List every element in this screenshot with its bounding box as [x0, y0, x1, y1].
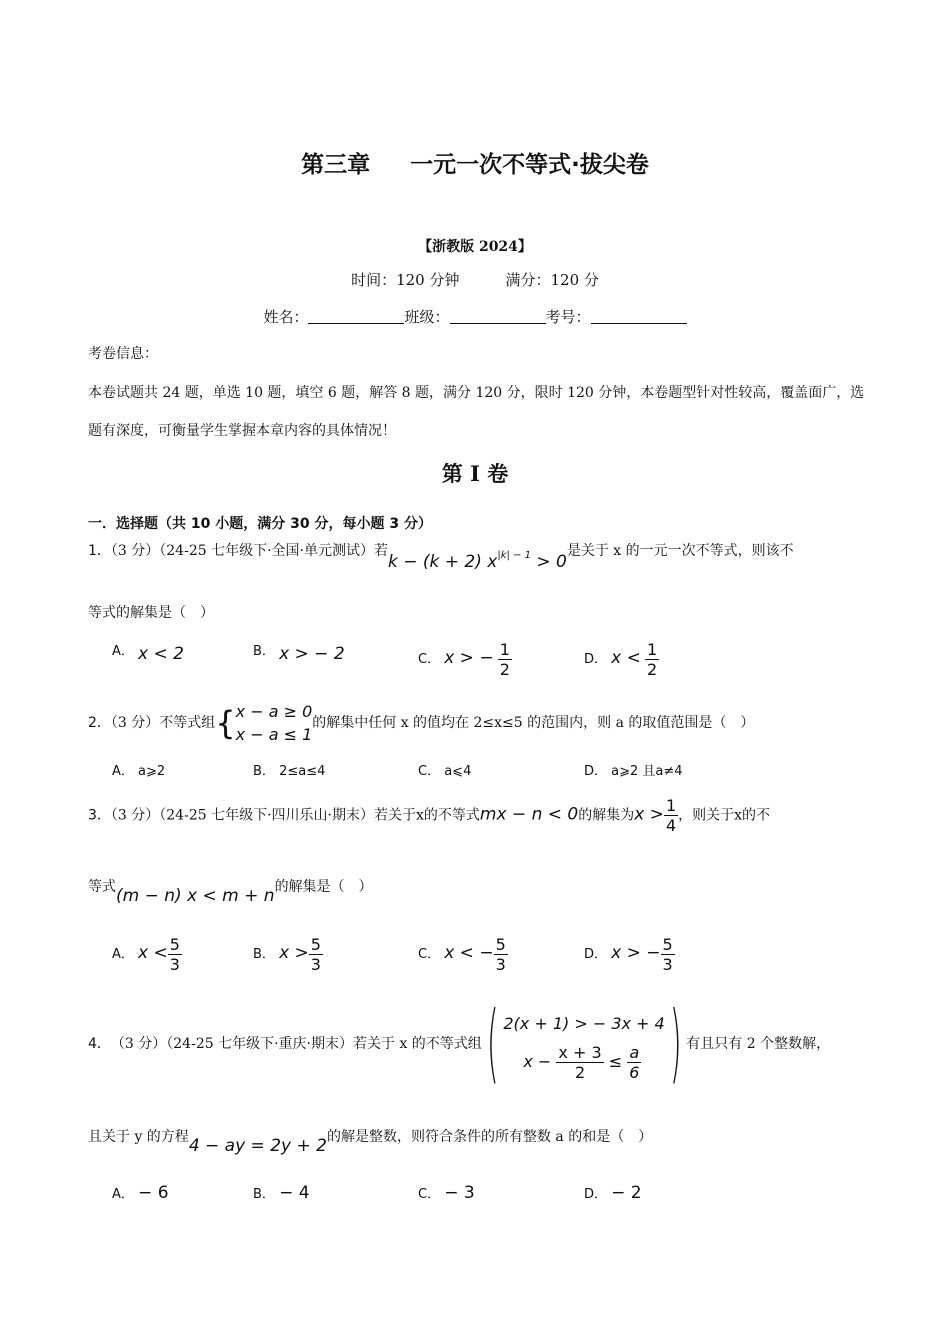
option-a[interactable]: A． − 6	[112, 1183, 169, 1203]
option-b[interactable]: B． x > − 2	[253, 644, 345, 664]
option-b[interactable]: B． x > $\frac{5}{3}$	[253, 935, 321, 974]
option-c[interactable]: C． − 3	[418, 1183, 475, 1203]
option-d[interactable]: D． − 2	[584, 1183, 642, 1203]
student-info-line	[0, 306, 950, 327]
inequality-system: 2(x + 1) > − 3x + 4 x − $\frac{x + 3}{2}$ ≤ $\frac{a}{6}$	[503, 1013, 665, 1082]
question-number: 1．	[88, 543, 111, 559]
time-label: 时间：120 分钟	[351, 271, 460, 289]
exam-no-blank[interactable]	[591, 309, 687, 324]
chapter-label: 第三章	[301, 152, 371, 178]
info-text: 本卷试题共 24 题，单选 10 题，填空 6 题，解答 8 题，满分 120 分，限时 120 分钟，本卷题型针对性较高，覆盖面广，选题有深度，可衡量学生掌握本章内容的具体情况！	[88, 385, 865, 439]
edition-label: 【浙教版 2024】	[418, 239, 532, 255]
chapter-title: 一元一次不等式·拔尖卷	[410, 152, 649, 178]
section-heading: 一．选择题（共 10 小题，满分 30 分，每小题 3 分）	[88, 516, 432, 532]
volume-title: 第 I 卷	[441, 461, 509, 486]
question-text: 有且只有 2 个整数解，	[686, 1036, 831, 1052]
name-label: 姓名：	[263, 308, 309, 326]
option-b[interactable]: B． 2≤a≤4	[253, 764, 326, 779]
option-a[interactable]: A． x < $\frac{5}{3}$	[112, 935, 180, 974]
question-text: （3 分）不等式组	[110, 715, 216, 731]
question-text: 是关于 x 的一元一次不等式，则该不	[566, 543, 794, 559]
math-expression: (m − n) x < m + n	[116, 886, 275, 906]
fraction: $\frac{1}{4}$	[665, 796, 677, 835]
class-label: 班级：	[404, 308, 450, 326]
math-expression: mx − n < 0	[479, 804, 579, 825]
exam-no-label: 考号：	[545, 308, 591, 326]
inequality-system: x − a ≥ 0 x − a ≤ 1	[235, 702, 313, 744]
question-4: 4． （3 分）（24-25 七年级下·重庆·期末）若关于 x 的不等式组 ( 2(x + 1) > − 3x + 4 x − $\frac{x + 3}{2}$ ≤ $\frac{a}{6}$ ) 有且只有 2 个整数解，	[88, 993, 831, 1093]
question-text: 的解集中任何 x 的值均在 2≤x≤5 的范围内，则 a 的取值范围是（ ）	[312, 715, 755, 731]
exponent: |k| − 1	[497, 550, 531, 561]
option-d[interactable]: D． x > − $\frac{5}{3}$	[584, 935, 673, 974]
option-d[interactable]: D． a⩾2 且a≠4	[584, 764, 683, 779]
option-a[interactable]: A． x < 2	[112, 644, 184, 664]
question-4-line2: 且关于 y 的方程4 − ay = 2y + 2的解是整数，则符合条件的所有整数 a 的和是（ ）	[88, 1129, 653, 1156]
question-text: 的解集为	[578, 807, 635, 824]
option-b[interactable]: B． − 4	[253, 1183, 310, 1203]
question-number: 2．	[88, 715, 111, 731]
option-a[interactable]: A． a⩾2	[112, 764, 166, 779]
score-label: 满分：120 分	[505, 271, 599, 289]
option-c[interactable]: C． x < − $\frac{5}{3}$	[418, 935, 506, 974]
question-1	[88, 538, 794, 572]
time-score-line	[0, 269, 950, 290]
question-text: （3 分）（24-25 七年级下·四川乐山·期末）若关于x的不等式	[110, 807, 480, 824]
question-number: 3．	[88, 807, 111, 824]
question-text: （3 分）（24-25 七年级下·全国·单元测试）若	[110, 543, 388, 559]
class-blank[interactable]	[450, 309, 546, 324]
info-heading: 考卷信息：	[88, 346, 158, 362]
question-2: 2．（3 分）不等式组{ x − a ≥ 0 x − a ≤ 1 的解集中任何 x 的值均在 2≤x≤5 的范围内，则 a 的取值范围是（ ）	[88, 702, 755, 744]
question-text: （3 分）（24-25 七年级下·重庆·期末）若关于 x 的不等式组	[110, 1036, 482, 1052]
question-text: ，则关于x的不	[678, 807, 771, 824]
name-blank[interactable]	[308, 309, 404, 324]
option-c[interactable]: C． x > − $\frac{1}{2}$	[418, 640, 510, 679]
option-d[interactable]: D． x < $\frac{1}{2}$	[584, 640, 658, 679]
question-3-line2: 等式(m − n) x < m + n的解集是（ ）	[88, 879, 373, 906]
option-c[interactable]: C． a⩽4	[418, 764, 472, 779]
question-1-line2: 等式的解集是（ ）	[88, 605, 214, 621]
page-title	[0, 146, 950, 179]
math-expression: k − (k + 2) $x^{|k| - 1} > 0$	[388, 550, 567, 572]
question-3: 3．（3 分）（24-25 七年级下·四川乐山·期末）若关于x的不等式mx − n < 0的解集为x > $\frac{1}{4}$ ，则关于x的不	[88, 796, 771, 835]
question-number: 4．	[88, 1036, 111, 1052]
math-expression: 4 − ay = 2y + 2	[188, 1136, 327, 1156]
